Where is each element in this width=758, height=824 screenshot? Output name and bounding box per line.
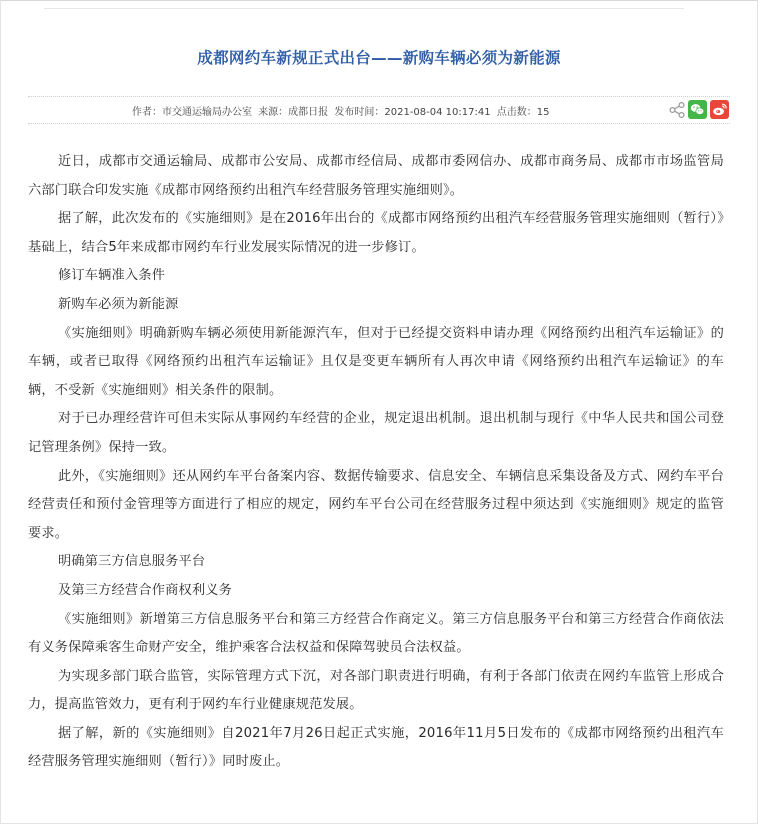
weibo-icon[interactable] bbox=[710, 100, 729, 119]
meta-published: 发布时间：2021-08-04 10:17:41 bbox=[334, 107, 491, 118]
share-icon[interactable] bbox=[668, 101, 686, 119]
paragraph: 《实施细则》明确新购车辆必须使用新能源汽车，但对于已经提交资料申请办理《网络预约出租汽车运输证》的车辆，或者已取得《网络预约出租汽车运输证》且仅是变更车辆所有人再次申请《网络预约出租汽车运输证》的车辆，不受新《实施细则》相关条件的限制。 bbox=[28, 325, 724, 398]
article-meta bbox=[132, 103, 553, 118]
meta-views: 点击数：15 bbox=[496, 107, 550, 118]
paragraph: 对于已办理经营许可但未实际从事网约车经营的企业，规定退出机制。退出机制与现行《中华人民共和国公司登记管理条例》保持一致。 bbox=[28, 411, 724, 455]
article-body bbox=[28, 148, 724, 777]
paragraph: 据了解，新的《实施细则》自2021年7月26日起正式实施，2016年11月5日发布的《成都市网络预约出租汽车经营服务管理实施细则（暂行）》同时废止。 bbox=[28, 725, 724, 770]
subheading: 新购车必须为新能源 bbox=[58, 296, 179, 312]
subheading: 明确第三方信息服务平台 bbox=[58, 554, 206, 570]
wechat-icon[interactable] bbox=[688, 100, 707, 119]
article-title: 成都网约车新规正式出台——新购车辆必须为新能源 bbox=[197, 49, 561, 67]
paragraph: 《实施细则》新增第三方信息服务平台和第三方经营合作商定义。第三方信息服务平台和第三方经营合作商依法有义务保障乘客生命财产安全，维护乘客合法权益和保障驾驶员合法权益。 bbox=[28, 611, 724, 656]
paragraph: 为实现多部门联合监管，实际管理方式下沉，对各部门职责进行明确，有利于各部门依责在网约车监管上形成合力，提高监管效力，更有利于网约车行业健康规范发展。 bbox=[28, 668, 724, 713]
subheading: 及第三方经营合作商权利义务 bbox=[58, 582, 233, 598]
paragraph: 此外，《实施细则》还从网约车平台备案内容、数据传输要求、信息安全、车辆信息采集设备及方式、网约车平台经营责任和预付金管理等方面进行了相应的规定，网约车平台公司在经营服务过程中须达到《实施细则》规定的监管要求。 bbox=[28, 468, 724, 541]
meta-source: 来源：成都日报 bbox=[258, 107, 329, 118]
article-meta-bar bbox=[28, 96, 730, 124]
meta-author: 作者：市交通运输局办公室 bbox=[132, 107, 252, 118]
paragraph: 据了解，此次发布的《实施细则》是在2016年出台的《成都市网络预约出租汽车经营服务管理实施细则（暂行）》基础上，结合5年来成都市网约车行业发展实际情况的进一步修订。 bbox=[28, 211, 724, 255]
subheading: 修订车辆准入条件 bbox=[58, 268, 166, 284]
paragraph: 近日，成都市交通运输局、成都市公安局、成都市经信局、成都市委网信办、成都市商务局、成都市市场监管局六部门联合印发实施《成都市网络预约出租汽车经营服务管理实施细则》。 bbox=[28, 154, 724, 198]
top-divider bbox=[44, 8, 684, 9]
